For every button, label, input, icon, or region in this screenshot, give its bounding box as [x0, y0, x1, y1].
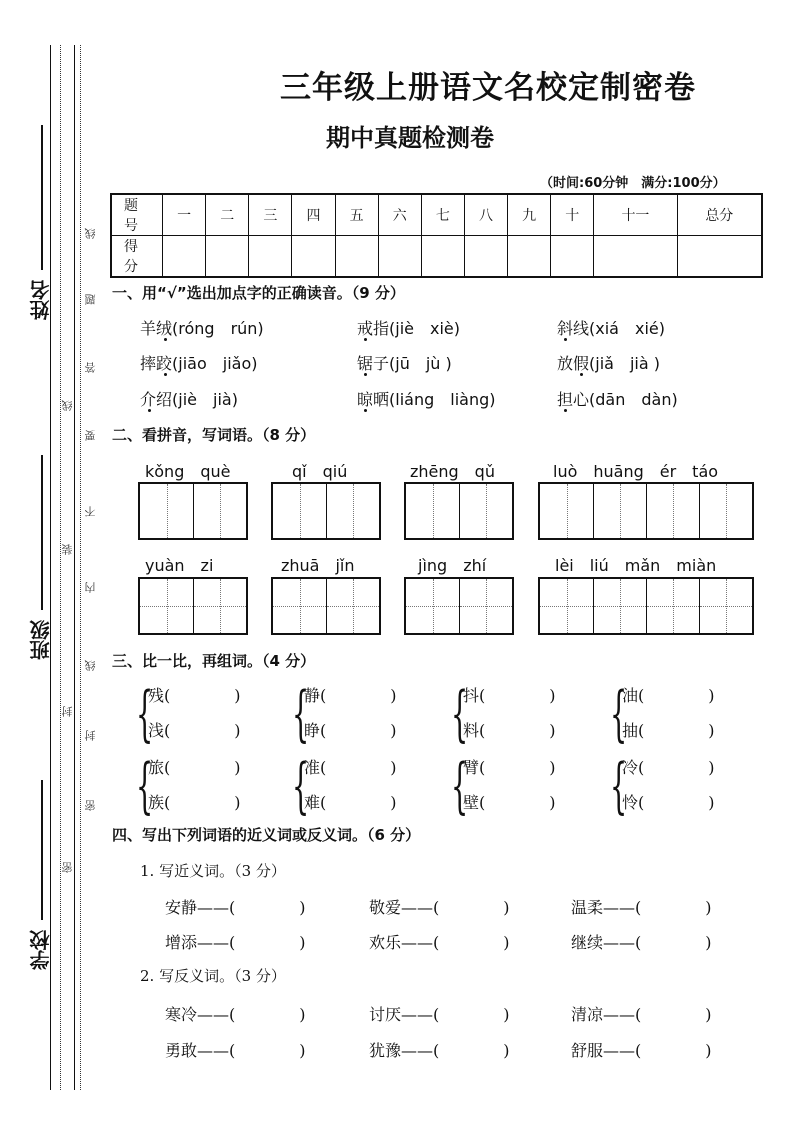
- col-head: 四: [292, 194, 335, 236]
- name-blank-line[interactable]: [41, 125, 43, 270]
- reading-item[interactable]: [140, 316, 264, 339]
- section2-title: 二、看拼音，写词语。（8 分）: [112, 426, 316, 444]
- emphasis-dot: [364, 409, 367, 412]
- col-head: 总分: [677, 194, 762, 236]
- writing-grid[interactable]: [538, 482, 754, 540]
- brace: {: [610, 751, 628, 821]
- item-pinyin: (róng rún): [172, 319, 264, 338]
- col-head: 七: [421, 194, 464, 236]
- reading-item[interactable]: [557, 316, 665, 339]
- item-pinyin: (xiá xié): [589, 319, 665, 338]
- brace: {: [451, 751, 469, 821]
- pinyin-label: zhēng qǔ: [410, 462, 495, 481]
- item-word: 放假: [557, 354, 590, 373]
- col-head: 六: [378, 194, 421, 236]
- binding-line-solid-2: [74, 45, 75, 1090]
- synonym-subtitle: 1. 写近义词。（3 分）: [140, 862, 286, 880]
- score-cell[interactable]: [206, 236, 249, 278]
- binding-line-dotted-1: [60, 45, 61, 1090]
- item-pinyin: (jiè jià): [172, 390, 238, 409]
- antonym-item[interactable]: 勇敢——( ): [165, 1041, 306, 1060]
- synonym-item[interactable]: 增添——( ): [165, 933, 306, 952]
- compare-item[interactable]: 抽( ): [622, 721, 715, 740]
- writing-grid[interactable]: [271, 482, 381, 540]
- score-cell[interactable]: [464, 236, 507, 278]
- seal-char: 答: [84, 362, 97, 373]
- score-cell[interactable]: [378, 236, 421, 278]
- compare-item[interactable]: 旅( ): [148, 758, 241, 777]
- item-word: 担心: [557, 390, 590, 409]
- section3-title: 三、比一比，再组词。（4 分）: [112, 652, 316, 670]
- section1-title: 一、用“√”选出加点字的正确读音。（9 分）: [112, 284, 405, 302]
- seal-char: 密: [61, 862, 74, 873]
- compare-item[interactable]: 准( ): [304, 758, 397, 777]
- row-head: 题号: [111, 194, 163, 236]
- pinyin-label: luò huāng ér táo: [553, 462, 719, 481]
- synonym-item[interactable]: 继续——( ): [571, 933, 712, 952]
- compare-item[interactable]: 难( ): [304, 793, 397, 812]
- seal-char: 密: [84, 800, 97, 811]
- score-cell[interactable]: [292, 236, 335, 278]
- time-info: （时间:60分钟 满分:100分）: [540, 176, 726, 191]
- antonym-item[interactable]: 舒服——( ): [571, 1041, 712, 1060]
- class-label: 班级: [29, 620, 53, 660]
- reading-item[interactable]: [140, 351, 257, 374]
- brace: {: [451, 679, 469, 749]
- synonym-item[interactable]: 欢乐——( ): [369, 933, 510, 952]
- antonym-subtitle: 2. 写反义词。（3 分）: [140, 967, 286, 985]
- item-word: 介绍: [140, 390, 173, 409]
- compare-item[interactable]: 浅( ): [148, 721, 241, 740]
- score-table: [110, 193, 763, 278]
- emphasis-dot: [580, 373, 583, 376]
- score-cell[interactable]: [594, 236, 677, 278]
- synonym-item[interactable]: 安静——( ): [165, 898, 306, 917]
- writing-grid[interactable]: [404, 577, 514, 635]
- seal-char: 线: [84, 228, 97, 239]
- item-pinyin: (jiāo jiǎo): [172, 354, 258, 373]
- antonym-item[interactable]: 寒冷——( ): [165, 1005, 306, 1024]
- seal-char: 线: [84, 660, 97, 671]
- writing-grid[interactable]: [138, 577, 248, 635]
- item-word: 摔跤: [140, 354, 173, 373]
- compare-item[interactable]: 怜( ): [622, 793, 715, 812]
- score-cell[interactable]: [249, 236, 292, 278]
- pinyin-label: yuàn zi: [145, 556, 214, 575]
- school-label: 学校: [29, 930, 53, 970]
- writing-cell[interactable]: [273, 579, 326, 633]
- class-blank-line[interactable]: [41, 455, 43, 610]
- antonym-item[interactable]: 犹豫——( ): [369, 1041, 510, 1060]
- seal-char: 封: [84, 730, 97, 741]
- emphasis-dot: [564, 409, 567, 412]
- col-head: 九: [508, 194, 551, 236]
- writing-cell[interactable]: [646, 484, 699, 538]
- item-word: 晾晒: [357, 390, 390, 409]
- compare-item[interactable]: 壁( ): [463, 793, 556, 812]
- writing-cell[interactable]: [140, 579, 193, 633]
- writing-cell[interactable]: [593, 484, 646, 538]
- seal-char: 装: [61, 544, 74, 555]
- reading-item[interactable]: [357, 316, 460, 339]
- writing-cell[interactable]: [193, 484, 246, 538]
- seal-char: 要: [84, 430, 97, 441]
- seal-char: 线: [61, 400, 74, 411]
- synonym-item[interactable]: 温柔——( ): [571, 898, 712, 917]
- writing-cell[interactable]: [193, 579, 246, 633]
- reading-item[interactable]: [557, 351, 660, 374]
- col-head: 十一: [594, 194, 677, 236]
- score-header-row: [111, 194, 762, 236]
- pinyin-label: zhuā jǐn: [281, 556, 355, 575]
- score-value-row: [111, 236, 762, 278]
- col-head: 二: [206, 194, 249, 236]
- item-pinyin: (jiè xiè): [389, 319, 460, 338]
- writing-cell[interactable]: [540, 579, 593, 633]
- writing-cell[interactable]: [406, 484, 459, 538]
- compare-item[interactable]: 油( ): [622, 686, 715, 705]
- item-pinyin: (jiǎ jià ): [589, 354, 660, 373]
- compare-item[interactable]: 料( ): [463, 721, 556, 740]
- writing-cell[interactable]: [326, 579, 379, 633]
- brace: {: [292, 751, 310, 821]
- writing-grid[interactable]: [404, 482, 514, 540]
- synonym-item[interactable]: 敬爱——( ): [369, 898, 510, 917]
- seal-char: 内: [84, 582, 97, 593]
- item-word: 锯子: [357, 354, 390, 373]
- writing-cell[interactable]: [593, 579, 646, 633]
- score-cell[interactable]: [508, 236, 551, 278]
- seal-char: 封: [61, 706, 74, 717]
- emphasis-dot: [164, 373, 167, 376]
- compare-item[interactable]: 静( ): [304, 686, 397, 705]
- score-cell[interactable]: [335, 236, 378, 278]
- score-cell[interactable]: [163, 236, 206, 278]
- pinyin-label: jìng zhí: [418, 556, 487, 575]
- col-head: 八: [464, 194, 507, 236]
- page-subtitle: 期中真题检测卷: [326, 124, 494, 152]
- writing-cell[interactable]: [140, 484, 193, 538]
- section4-title: 四、写出下列词语的近义词或反义词。（6 分）: [112, 826, 421, 844]
- reading-item[interactable]: [140, 387, 238, 410]
- compare-item[interactable]: 睁( ): [304, 721, 397, 740]
- writing-grid[interactable]: [138, 482, 248, 540]
- reading-item[interactable]: [557, 387, 678, 410]
- score-cell[interactable]: [677, 236, 762, 278]
- compare-item[interactable]: 抖( ): [463, 686, 556, 705]
- writing-cell[interactable]: [699, 484, 752, 538]
- emphasis-dot: [564, 338, 567, 341]
- pinyin-label: qǐ qiú: [292, 462, 348, 481]
- writing-cell[interactable]: [540, 484, 593, 538]
- item-pinyin: (liáng liàng): [389, 390, 496, 409]
- writing-cell[interactable]: [699, 579, 752, 633]
- writing-cell[interactable]: [326, 484, 379, 538]
- col-head: 三: [249, 194, 292, 236]
- col-head: 一: [163, 194, 206, 236]
- brace: {: [136, 679, 154, 749]
- pinyin-label: lèi liú mǎn miàn: [555, 556, 717, 575]
- writing-cell[interactable]: [459, 484, 512, 538]
- writing-grid[interactable]: [538, 577, 754, 635]
- compare-item[interactable]: 冷( ): [622, 758, 715, 777]
- writing-cell[interactable]: [459, 579, 512, 633]
- score-cell[interactable]: [421, 236, 464, 278]
- item-pinyin: (dān dàn): [589, 390, 678, 409]
- item-word: 戒指: [357, 319, 390, 338]
- page-title: 三年级上册语文名校定制密卷: [280, 70, 696, 106]
- binding-line-dotted-2: [80, 45, 81, 1090]
- emphasis-dot: [148, 409, 151, 412]
- reading-item[interactable]: [357, 351, 452, 374]
- compare-item[interactable]: 族( ): [148, 793, 241, 812]
- writing-cell[interactable]: [273, 484, 326, 538]
- row-head: 得分: [111, 236, 163, 278]
- writing-grid[interactable]: [271, 577, 381, 635]
- emphasis-dot: [364, 338, 367, 341]
- compare-item[interactable]: 残( ): [148, 686, 241, 705]
- reading-item[interactable]: [357, 387, 496, 410]
- item-word: 斜线: [557, 319, 590, 338]
- pinyin-label: kǒng què: [145, 462, 231, 481]
- antonym-item[interactable]: 讨厌——( ): [369, 1005, 510, 1024]
- school-blank-line[interactable]: [41, 780, 43, 920]
- seal-char: 不: [84, 506, 97, 517]
- emphasis-dot: [364, 373, 367, 376]
- score-cell[interactable]: [551, 236, 594, 278]
- seal-char: 题: [84, 294, 97, 305]
- writing-cell[interactable]: [646, 579, 699, 633]
- brace: {: [136, 751, 154, 821]
- writing-cell[interactable]: [406, 579, 459, 633]
- col-head: 十: [551, 194, 594, 236]
- compare-item[interactable]: 臂( ): [463, 758, 556, 777]
- item-pinyin: (jū jù ): [389, 354, 452, 373]
- col-head: 五: [335, 194, 378, 236]
- item-word: 羊绒: [140, 319, 173, 338]
- brace: {: [610, 679, 628, 749]
- emphasis-dot: [164, 338, 167, 341]
- brace: {: [292, 679, 310, 749]
- antonym-item[interactable]: 清凉——( ): [571, 1005, 712, 1024]
- name-label: 姓名: [29, 280, 53, 320]
